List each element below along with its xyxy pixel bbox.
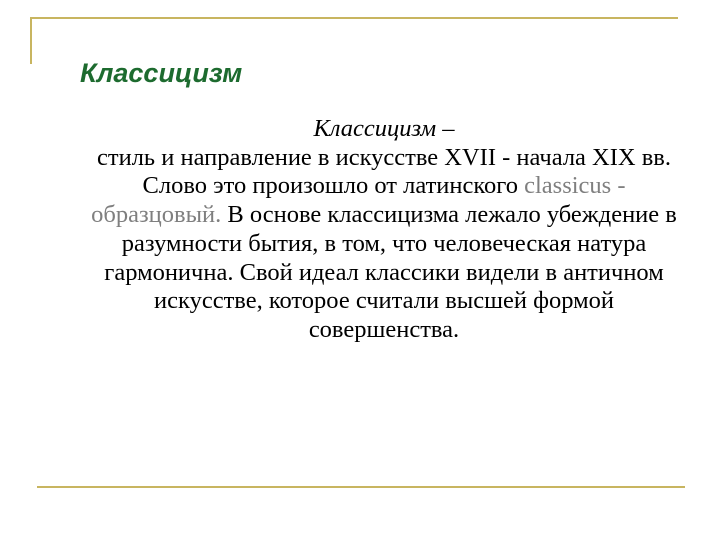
slide-title: Классицизм — [80, 58, 243, 88]
definition-text: стиль и направление в искусстве XVII - начала XIX вв. — [97, 143, 671, 171]
paragraph-lead: Слово это произошло от латинского — [142, 172, 525, 200]
slide-body — [78, 115, 690, 345]
paragraph-rest: В основе классицизма лежало убеждение в разумности бытия, в том, что человеческая натура гармонична. Свой идеал классики видели в античном искусстве, которое считали высшей формой совершенства. — [104, 201, 677, 343]
left-divider-line — [30, 17, 32, 64]
top-divider-line — [30, 17, 678, 19]
bottom-divider-line — [37, 486, 685, 488]
latin-phrase: classicus - образцовый. — [91, 172, 626, 229]
term-heading: Классицизм – — [313, 115, 455, 142]
